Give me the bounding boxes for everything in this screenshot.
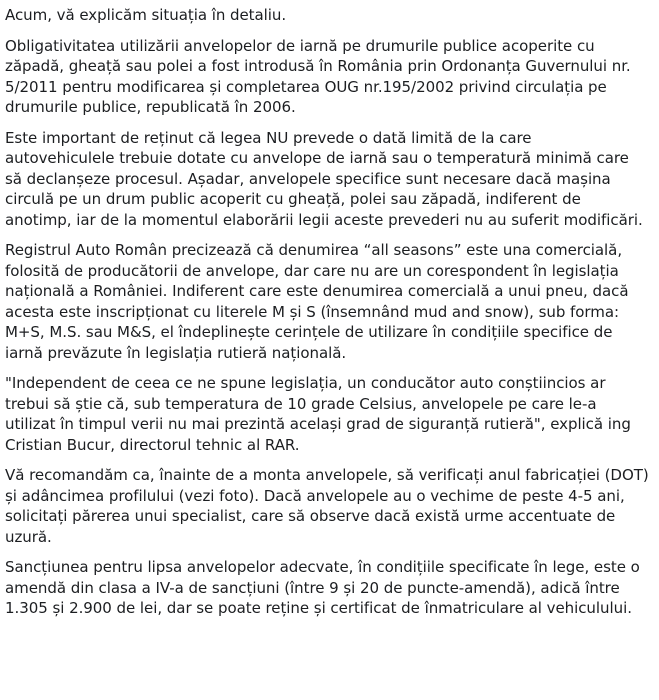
paragraph-law-origin bbox=[5, 36, 659, 118]
text-line: autovehiculele trebuie dotate cu anvelope de iarnă sau o temperatură minimă care bbox=[5, 149, 629, 167]
text-line: utilizat în timpul verii nu mai prezintă același grad de siguranță rutieră", explică ing bbox=[5, 415, 631, 433]
paragraph-penalty bbox=[5, 557, 659, 619]
text-line: amendă din clasa a IV-a de sancțiuni (între 9 și 20 de puncte-amendă), adică între bbox=[5, 578, 620, 597]
paragraph-intro bbox=[5, 5, 659, 26]
paragraph-no-deadline bbox=[5, 128, 659, 231]
text-line: anotimp, iar de la momentul elaborării legii aceste prevederi nu au suferit modificări. bbox=[5, 210, 643, 229]
text-line: drumurile publice, republicată în 2006. bbox=[5, 98, 296, 116]
text-line: și adâncimea profilului (vezi foto). Dacă anvelopele au o vechime de peste 4-5 ani, bbox=[5, 486, 625, 505]
text-line: M+S, M.S. sau M&S, el îndeplinește cerințele de utilizare în condițiile specifice de bbox=[5, 323, 613, 341]
text-line: Este important de reținut că legea NU prevede o dată limită de la care bbox=[5, 128, 532, 147]
text-line: circulă pe un drum public acoperit cu gheață, polei sau zăpadă, indiferent de bbox=[5, 190, 581, 208]
paragraph-recommendation bbox=[5, 465, 659, 547]
text-line: națională a României. Indiferent care este denumirea comercială a unui pneu, dacă bbox=[5, 282, 629, 300]
text-line: Sancțiunea pentru lipsa anvelopelor adecvate, în condițiile specificate în lege, este o bbox=[5, 558, 640, 576]
text-line: acesta este inscripționat cu literele M și S (însemnând mud and snow), sub forma: bbox=[5, 302, 620, 321]
text-line: 5/2011 pentru modificarea și completarea OUG nr.195/2002 privind circulația pe bbox=[5, 77, 607, 96]
text-line: Acum, vă explicăm situația în detaliu. bbox=[5, 6, 287, 24]
paragraph-quote bbox=[5, 373, 659, 455]
paragraph-all-seasons bbox=[5, 240, 659, 363]
text-line: solicitați părerea unui specialist, care să observe dacă există urme accentuate de bbox=[5, 507, 616, 525]
text-line: iarnă prevăzute în legislația rutieră națională. bbox=[5, 343, 347, 362]
text-line: folosită de producătorii de anvelope, dar care nu are un corespondent în legislația bbox=[5, 261, 619, 280]
text-line: "Independent de ceea ce ne spune legislația, un conducător auto conștiincios ar bbox=[5, 374, 606, 392]
text-line: să declanșeze procesul. Așadar, anvelopele specifice sunt necesare dacă mașina bbox=[5, 169, 611, 188]
text-line: Registrul Auto Român precizează că denumirea “all seasons” este una comercială, bbox=[5, 241, 623, 259]
text-line: Obligativitatea utilizării anvelopelor de iarnă pe drumurile publice acoperite cu bbox=[5, 36, 595, 55]
text-line: trebui să știe că, sub temperatura de 10 grade Celsius, anvelopele pe care le-a bbox=[5, 394, 597, 413]
text-line: 1.305 și 2.900 de lei, dar se poate reține și certificat de înmatriculare al vehiculului. bbox=[5, 599, 632, 617]
text-line: Vă recomandăm ca, înainte de a monta anvelopele, să verificați anul fabricației (DOT) bbox=[5, 466, 649, 484]
text-line: uzură. bbox=[5, 527, 52, 546]
text-line: zăpadă, gheață sau polei a fost introdusă în România prin Ordonanța Guvernului nr. bbox=[5, 57, 631, 75]
text-line: Cristian Bucur, directorul tehnic al RAR. bbox=[5, 435, 300, 454]
